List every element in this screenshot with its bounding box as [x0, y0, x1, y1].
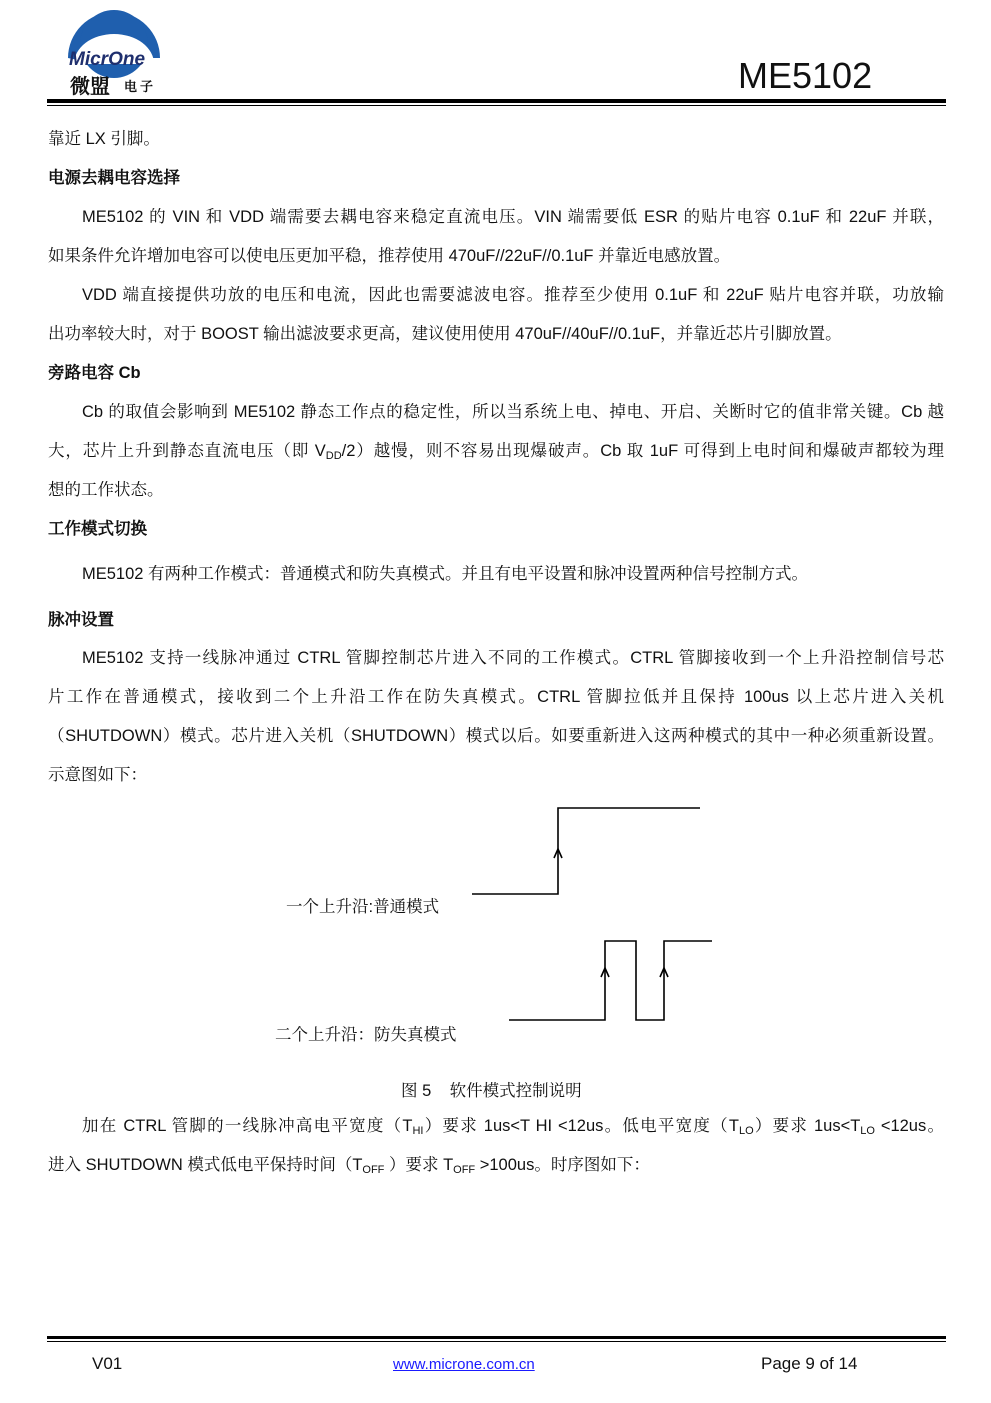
- text-run: 旁路电容 Cb: [48, 364, 141, 382]
- single-edge-waveform: [472, 808, 700, 894]
- text-run: 加在 CTRL 管脚的一线脉冲高电平宽度（T: [82, 1117, 413, 1135]
- text-run: 靠近 LX 引脚。: [48, 130, 160, 148]
- text-run: VDD 端直接提供功放的电压和电流，因此也需要滤波电容。推荐至少使用 0.1uF 和 22uF 贴片电容并联，功放输: [82, 286, 944, 304]
- text-run: 如果条件允许增加电容可以使电压更加平稳，推荐使用 470uF//22uF//0.1uF 并靠近电感放置。: [48, 247, 731, 265]
- text-run: （SHUTDOWN）模式。芯片进入关机（SHUTDOWN）模式以后。如要重新进入这两种模式的其中一种必须重新设置。: [48, 727, 944, 745]
- text-run: 脉冲设置: [48, 611, 114, 629]
- text-run: ME5102 的 VIN 和 VDD 端需要去耦电容来稳定直流电压。VIN 端需要低 ESR 的贴片电容 0.1uF 和 22uF 并联，: [82, 208, 944, 226]
- text-run: 进入 SHUTDOWN 模式低电平保持时间（T: [48, 1156, 363, 1174]
- text-run: 工作模式切换: [48, 520, 147, 538]
- figure-caption: 图 5 软件模式控制说明: [401, 1082, 582, 1100]
- logo-cn: 微盟: [70, 76, 110, 98]
- subscript: DD: [325, 450, 342, 462]
- version: V01: [92, 1354, 123, 1373]
- text-run: 电源去耦电容选择: [48, 169, 180, 187]
- doc-title: ME5102: [738, 55, 873, 96]
- text-run: ）要求 1us<T: [753, 1117, 861, 1135]
- label-double-edge: 二个上升沿：防失真模式: [275, 1026, 457, 1044]
- double-edge-waveform: [509, 941, 712, 1020]
- text-run: 大，芯片上升到静态直流电压（即 V: [48, 442, 326, 460]
- text-run: ME5102 有两种工作模式：普通模式和防失真模式。并且有电平设置和脉冲设置两种信号控制方式。: [82, 565, 809, 583]
- text-run: >100us。时序图如下：: [475, 1156, 650, 1174]
- logo-cn-small: 电子: [124, 79, 157, 94]
- subscript: OFF: [362, 1164, 385, 1176]
- subscript: OFF: [453, 1164, 476, 1176]
- subscript: LO: [860, 1125, 875, 1137]
- subscript: HI: [412, 1125, 424, 1137]
- footer-rule-thick: [47, 1336, 946, 1339]
- text-run: <12us。: [874, 1117, 944, 1135]
- website-link[interactable]: www.microne.com.cn: [393, 1356, 535, 1373]
- text-run: 片工作在普通模式，接收到二个上升沿工作在防失真模式。CTRL 管脚拉低并且保持 100us 以上芯片进入关机: [48, 688, 944, 706]
- text-run: 出功率较大时，对于 BOOST 输出滤波要求更高，建议使用使用 470uF//40uF//0.1uF，并靠近芯片引脚放置。: [48, 325, 842, 343]
- text-run: ）要求 1us<T HI <12us。低电平宽度（T: [423, 1117, 739, 1135]
- text-run: 想的工作状态。: [48, 481, 164, 499]
- text-run: ME5102 支持一线脉冲通过 CTRL 管脚控制芯片进入不同的工作模式。CTRL 管脚接收到一个上升沿控制信号芯: [82, 649, 944, 667]
- label-single-edge: 一个上升沿:普通模式: [286, 898, 440, 916]
- logo-text: MicrOne: [69, 49, 146, 70]
- subscript: LO: [738, 1125, 754, 1137]
- text-run: Cb 的取值会影响到 ME5102 静态工作点的稳定性，所以当系统上电、掉电、开启、关断时它的值非常关键。Cb 越: [82, 403, 944, 421]
- text-run: ）要求 T: [384, 1156, 454, 1174]
- footer-rule-thin: [47, 1341, 946, 1342]
- page-number: Page 9 of 14: [761, 1354, 858, 1373]
- text-run: /2）越慢，则不容易出现爆破声。Cb 取 1uF 可得到上电时间和爆破声都较为理: [341, 442, 944, 460]
- text-run: 示意图如下：: [48, 766, 147, 784]
